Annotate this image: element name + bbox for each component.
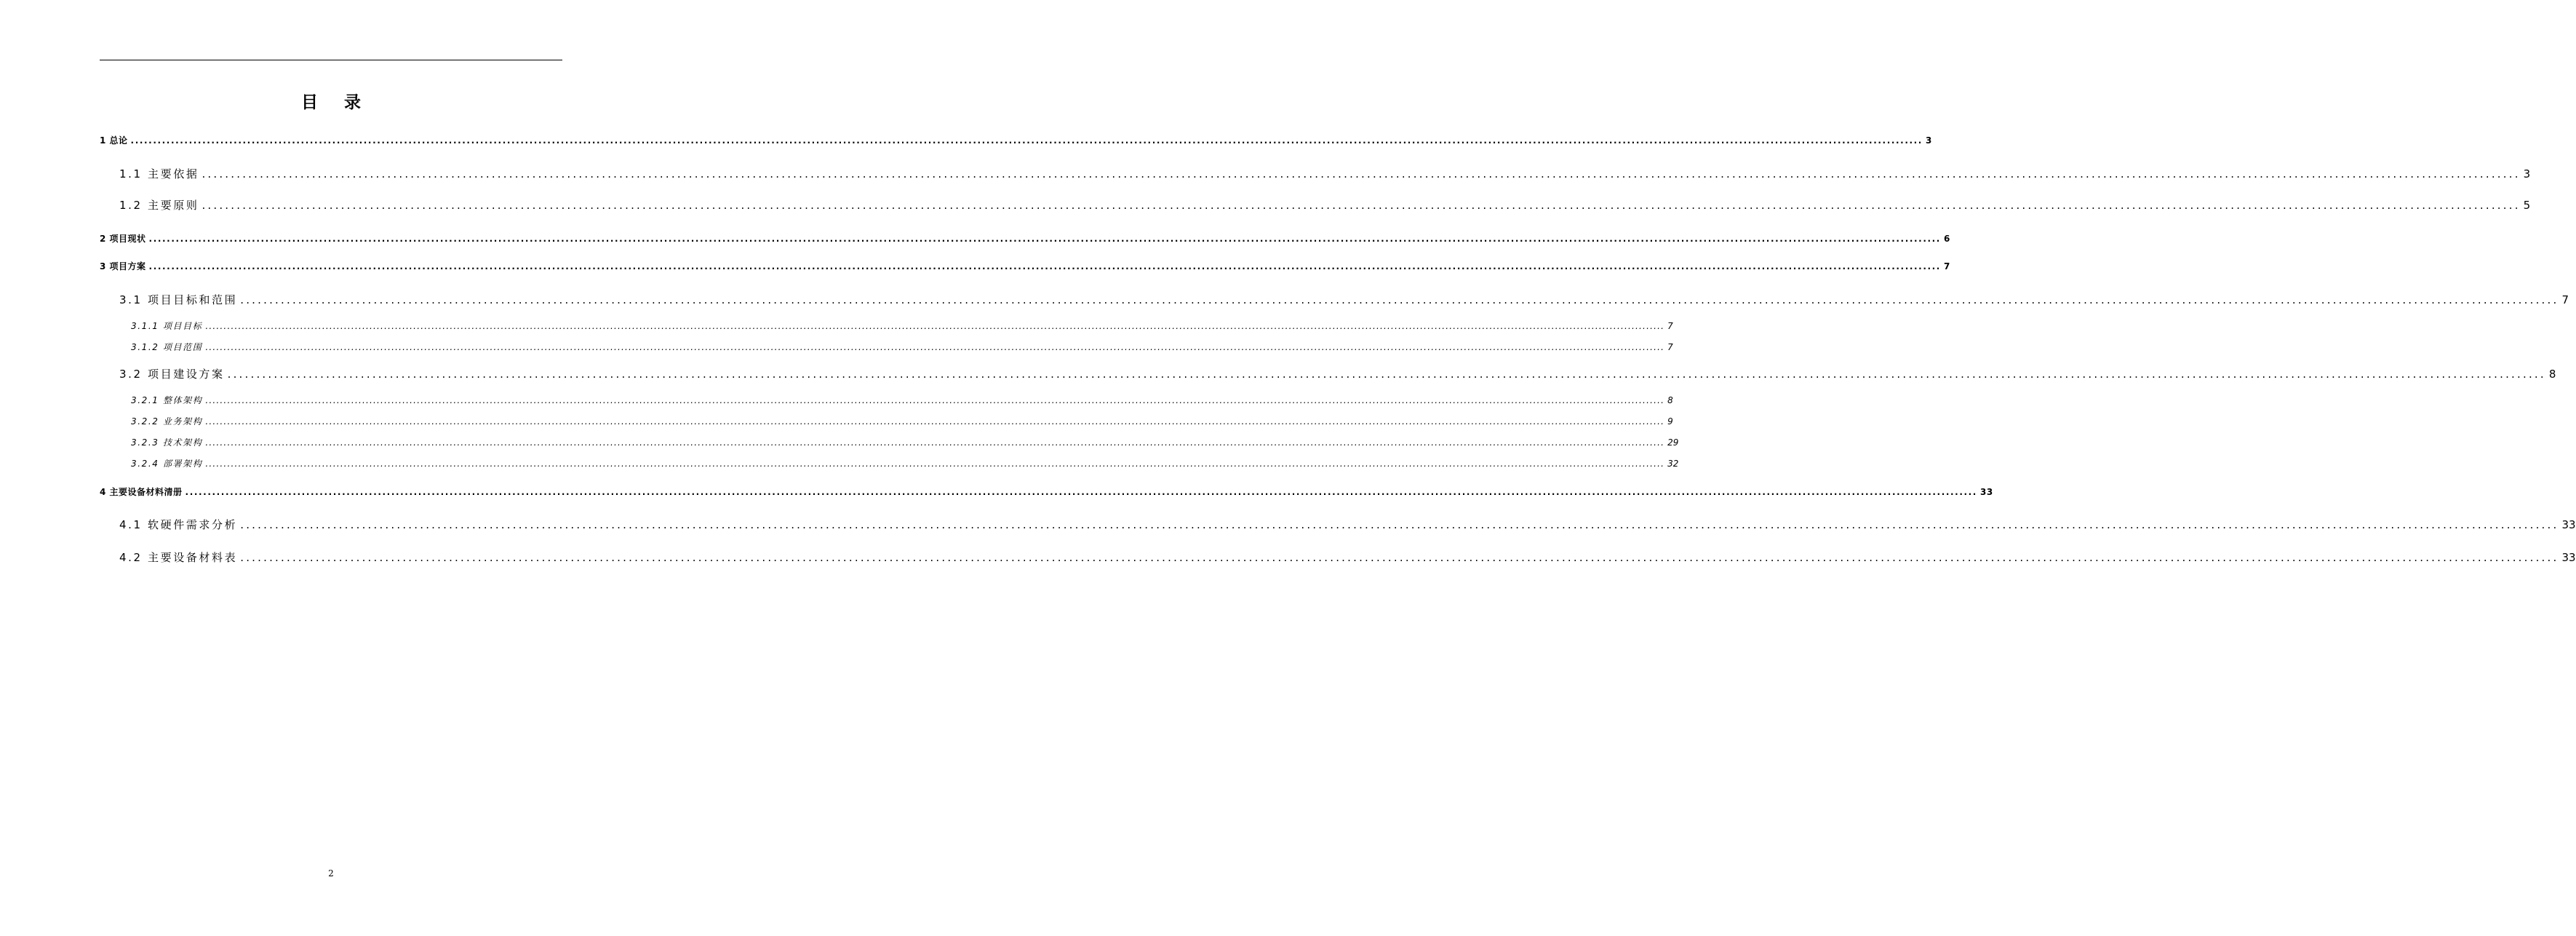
toc-leader-dots: ................................................................................................................................................................................................................................................................................................................................................................................................................ xyxy=(148,234,1941,244)
toc-leader-dots: ................................................................................................................................................................................................................................................................................................................................................................................................................ xyxy=(202,167,2521,181)
toc-entry-label: 3.1.1 项目目标 xyxy=(131,321,203,331)
toc-entry-page: 9 xyxy=(1667,416,1673,427)
toc-entry-page: 7 xyxy=(1667,342,1673,352)
toc-entry-label: 4 主要设备材料清册 xyxy=(100,487,183,497)
toc-leader-dots: ................................................................................................................................................................................................................................................................................................................................................................................................................ xyxy=(202,199,2521,212)
toc-entry[interactable] xyxy=(119,292,2569,307)
toc-leader-dots: ................................................................................................................................................................................................................................................................................................................................................................................................................ xyxy=(240,293,2559,306)
toc-entry-label: 4.2 主要设备材料表 xyxy=(119,551,238,564)
toc-entry-page: 7 xyxy=(2561,293,2569,306)
toc-entry[interactable] xyxy=(131,394,1673,406)
toc-leader-dots: ................................................................................................................................................................................................................................................................................................................................................................................................................ xyxy=(130,135,1923,146)
toc-entry-page: 7 xyxy=(1667,321,1673,331)
toc-leader-dots: ................................................................................................................................................................................................................................................................................................................................................................................................................ xyxy=(148,261,1941,271)
toc-entry-label: 3.2.2 业务架构 xyxy=(131,416,203,427)
toc-entry-label: 3.2.1 整体架构 xyxy=(131,395,203,405)
toc-entry[interactable] xyxy=(119,166,2531,181)
toc-entry-page: 29 xyxy=(1667,437,1679,448)
toc-leader-dots: ................................................................................................................................................................................................................................................................................................................................................................................................................ xyxy=(227,368,2546,381)
toc-entry[interactable] xyxy=(119,197,2531,213)
toc-entry-page: 8 xyxy=(1667,395,1673,405)
toc-leader-dots: ................................................................................................................................................................................................................................................................................................................................................................................................................ xyxy=(205,342,1665,352)
toc-leader-dots: ................................................................................................................................................................................................................................................................................................................................................................................................................ xyxy=(240,518,2559,531)
toc-entry-label: 3 项目方案 xyxy=(100,261,146,271)
toc-leader-dots: ................................................................................................................................................................................................................................................................................................................................................................................................................ xyxy=(205,459,1665,469)
toc-entry[interactable] xyxy=(100,485,1993,498)
toc-entry-page: 33 xyxy=(2561,518,2576,531)
toc-entry[interactable] xyxy=(119,366,2556,381)
toc-entry-page: 6 xyxy=(1943,234,1950,244)
toc-entry-page: 3 xyxy=(2523,167,2531,181)
toc-leader-dots: ................................................................................................................................................................................................................................................................................................................................................................................................................ xyxy=(185,487,1977,497)
toc-entry-label: 1 总论 xyxy=(100,135,128,146)
toc-entry[interactable] xyxy=(100,134,1932,146)
toc-leader-dots: ................................................................................................................................................................................................................................................................................................................................................................................................................ xyxy=(205,437,1665,448)
toc-entry[interactable] xyxy=(119,550,2576,565)
toc-entry[interactable] xyxy=(119,517,2576,532)
toc-entry[interactable] xyxy=(131,320,1673,332)
toc-entry-page: 8 xyxy=(2548,368,2556,381)
toc-entry[interactable] xyxy=(131,436,1679,448)
toc-entry-label: 3.2.4 部署架构 xyxy=(131,459,203,469)
toc-entry-label: 3.2 项目建设方案 xyxy=(119,368,225,381)
toc-entry-label: 3.1.2 项目范围 xyxy=(131,342,203,352)
toc-entry-page: 33 xyxy=(2561,551,2576,564)
toc-entry-label: 2 项目现状 xyxy=(100,234,146,244)
toc-entry-label: 1.2 主要原则 xyxy=(119,199,199,212)
toc-entry[interactable] xyxy=(131,457,1679,469)
toc-entry-page: 3 xyxy=(1925,135,1932,146)
toc-entry[interactable] xyxy=(100,260,1950,272)
page-number: 2 xyxy=(328,868,334,879)
toc-entry-label: 3.1 项目目标和范围 xyxy=(119,293,238,306)
toc-entry-page: 32 xyxy=(1667,459,1679,469)
toc-entry-page: 33 xyxy=(1979,487,1993,497)
toc-entry-page: 5 xyxy=(2523,199,2531,212)
toc-leader-dots: ................................................................................................................................................................................................................................................................................................................................................................................................................ xyxy=(240,551,2559,564)
toc-entry-label: 3.2.3 技术架构 xyxy=(131,437,203,448)
toc-entry[interactable] xyxy=(131,415,1673,427)
toc-entry-label: 4.1 软硬件需求分析 xyxy=(119,518,238,531)
toc-entry[interactable] xyxy=(100,232,1950,245)
toc-entry[interactable] xyxy=(131,341,1673,353)
toc-entry-page: 7 xyxy=(1943,261,1950,271)
toc-title: 目 录 xyxy=(300,93,371,112)
toc-leader-dots: ................................................................................................................................................................................................................................................................................................................................................................................................................ xyxy=(205,321,1665,331)
toc-entry-label: 1.1 主要依据 xyxy=(119,167,199,181)
toc-leader-dots: ................................................................................................................................................................................................................................................................................................................................................................................................................ xyxy=(205,395,1665,405)
toc-leader-dots: ................................................................................................................................................................................................................................................................................................................................................................................................................ xyxy=(205,416,1665,427)
